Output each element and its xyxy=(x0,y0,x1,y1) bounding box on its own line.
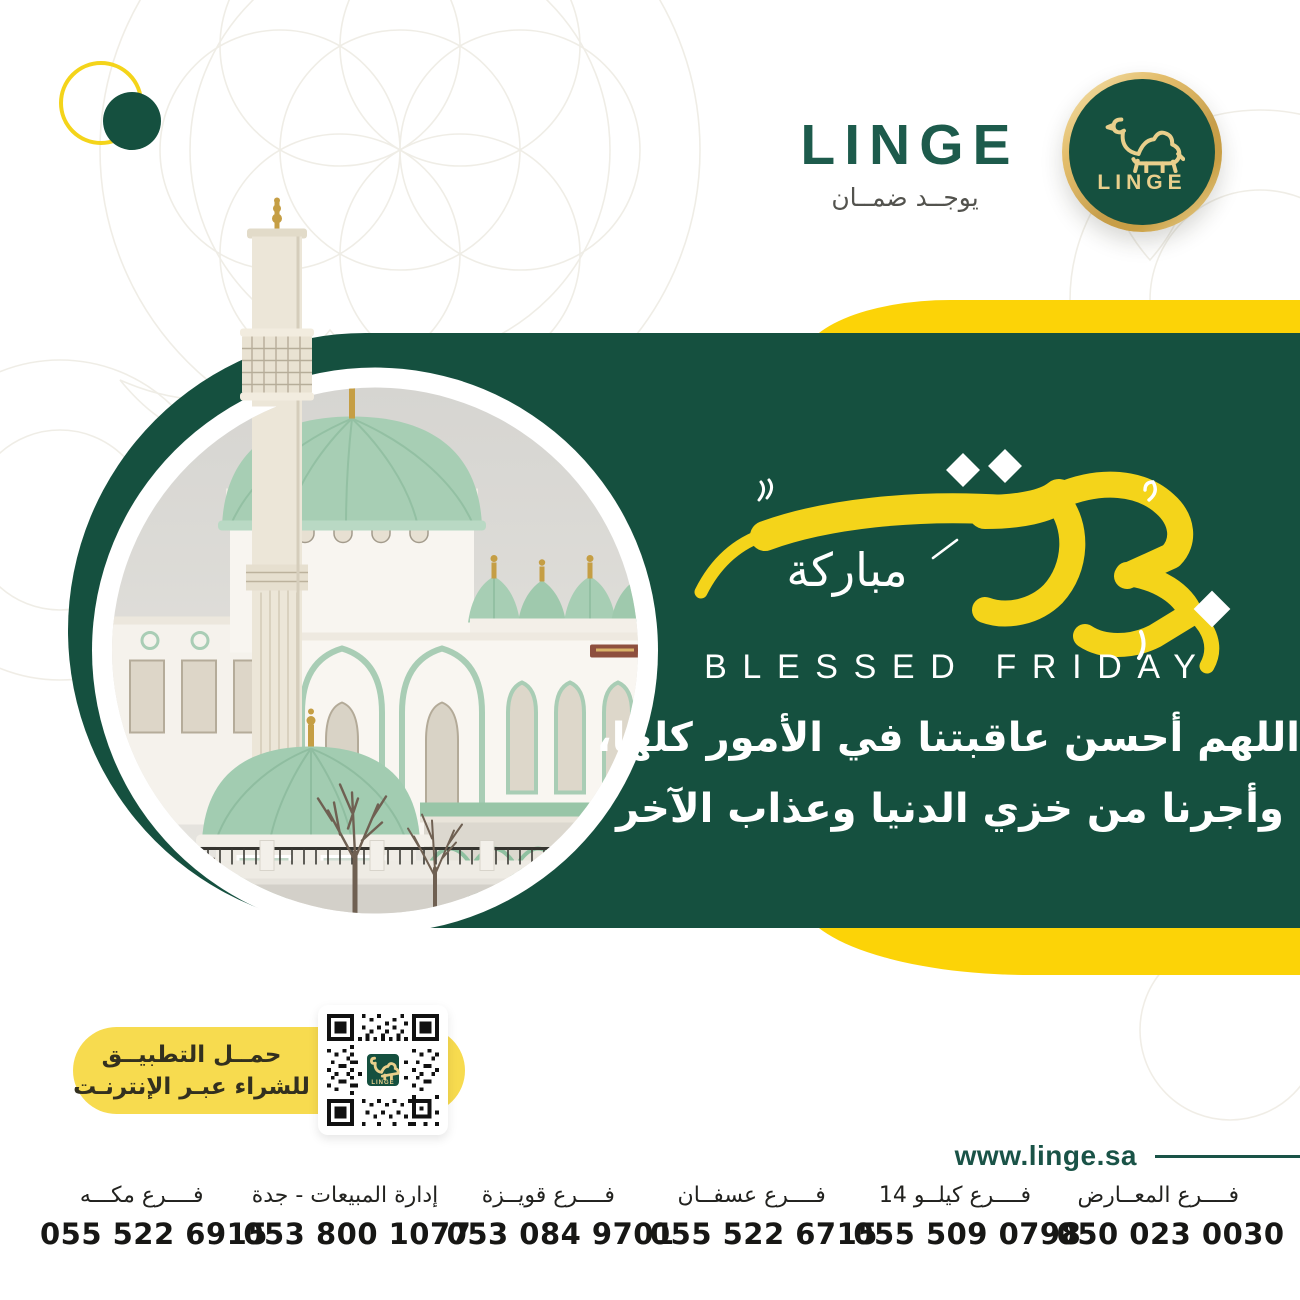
jumuah-calligraphy xyxy=(655,408,1265,676)
dua-line-2: وأجرنا من خزي الدنيا وعذاب الآخر xyxy=(616,786,1284,832)
dua-line-1: اللهم أحسن عاقبتنا في الأمور كلها، xyxy=(596,715,1300,761)
branch-name: فــــرع المعــارض xyxy=(1077,1183,1240,1208)
app-pill-line-1: حمــل التطبيــق xyxy=(101,1041,282,1068)
branch-phone: 050 023 0030 xyxy=(1056,1217,1285,1251)
branch-item-quwaizah xyxy=(446,1183,675,1251)
branch-name: فــــرع قويــزة xyxy=(481,1183,615,1208)
badge-label: LINGE xyxy=(1097,171,1187,194)
branch-item-asfan xyxy=(649,1183,878,1251)
blessed-friday-title: BLESSED FRIDAY xyxy=(704,648,1212,686)
branches-footer xyxy=(0,1183,1300,1251)
branch-phone: 053 084 9701 xyxy=(446,1217,675,1251)
qr-code xyxy=(327,1014,439,1126)
website-url[interactable]: www.linge.sa xyxy=(954,1140,1137,1171)
branch-item-sales-jeddah xyxy=(243,1183,472,1251)
branch-name: إدارة المبيعات - جدة xyxy=(251,1183,439,1208)
branch-item-kilo14 xyxy=(853,1183,1082,1251)
branch-item-makkah xyxy=(40,1183,268,1251)
qr-card xyxy=(318,1005,448,1135)
camel-icon xyxy=(1099,109,1185,173)
mubaraka-text: مباركة xyxy=(786,543,908,597)
brand-tagline: يوجــد ضمــان xyxy=(831,183,979,212)
mosque-photo xyxy=(90,190,660,940)
branch-phone: 055 522 6715 xyxy=(649,1217,878,1251)
branch-name: فــــرع كيلــو 14 xyxy=(878,1183,1032,1208)
brand-badge-inner xyxy=(1069,79,1215,225)
brand-wordmark: LINGE xyxy=(800,113,1020,177)
qr-center-logo xyxy=(365,1052,401,1088)
app-pill-line-2: للشراء عبـر الإنترنـت xyxy=(73,1073,310,1100)
branch-name: فــــرع مكـــه xyxy=(79,1183,204,1208)
branch-phone: 053 800 1077 xyxy=(243,1217,472,1251)
website-row xyxy=(955,1140,1300,1172)
minaret-top xyxy=(240,198,314,407)
qr-logo-label: LINGE xyxy=(371,1080,395,1086)
branch-phone: 055 522 6915 xyxy=(40,1217,268,1251)
branch-phone: 055 509 0798 xyxy=(853,1217,1082,1251)
brand-badge xyxy=(1062,72,1222,232)
branch-item-exhibitions xyxy=(1056,1183,1285,1251)
deco-green-dot xyxy=(103,92,161,150)
branch-name: فــــرع عسفــان xyxy=(677,1183,826,1208)
website-divider-line xyxy=(1155,1155,1300,1158)
camel-icon xyxy=(327,1054,439,1080)
